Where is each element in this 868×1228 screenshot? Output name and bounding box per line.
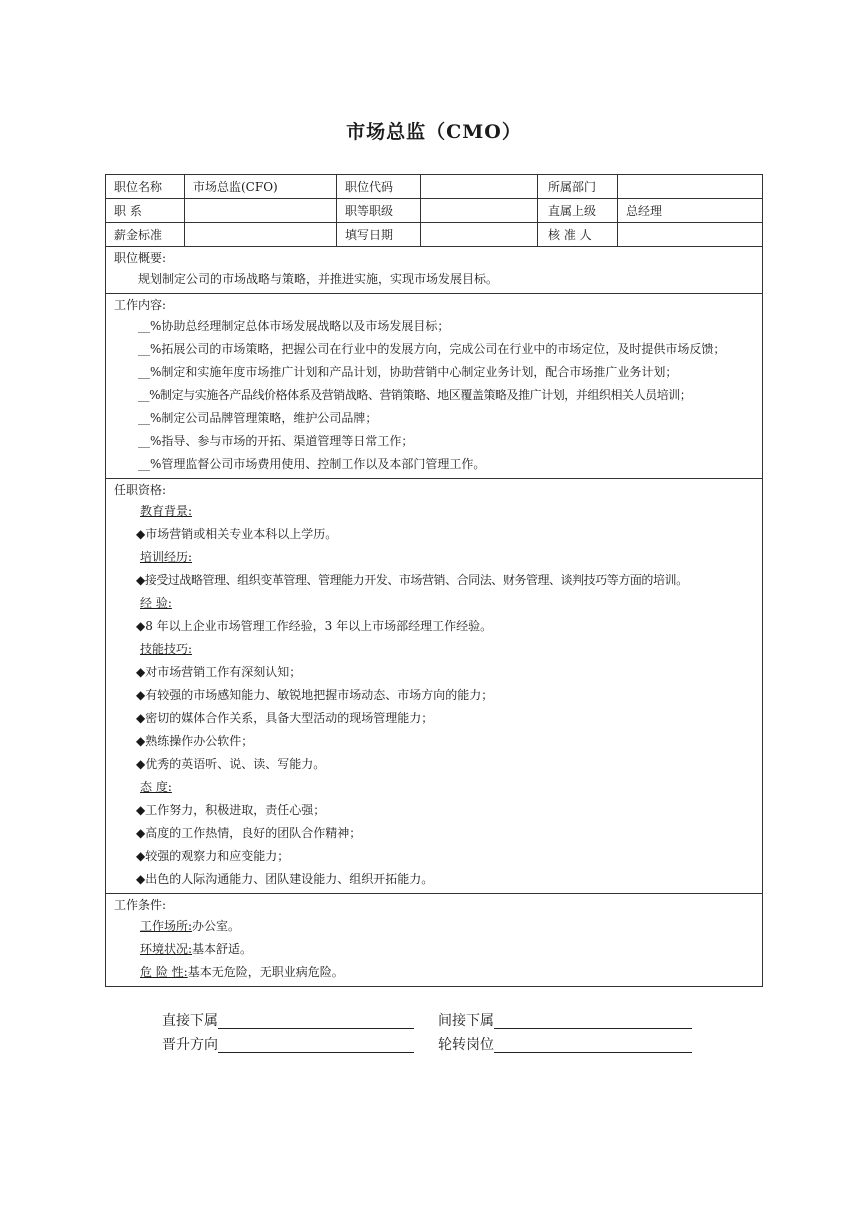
- work-item: __%指导、参与市场的开拓、渠道管理等日常工作；: [138, 434, 414, 448]
- indirect-subordinate-blank: [494, 1012, 692, 1029]
- work-content-row: [106, 294, 763, 479]
- department-value: [618, 175, 763, 199]
- direct-subordinate-blank: [218, 1012, 414, 1029]
- info-row-1: [106, 175, 763, 199]
- work-item: __%管理监督公司市场费用使用、控制工作以及本部门管理工作。: [138, 457, 486, 471]
- date-label: 填写日期: [337, 223, 421, 247]
- grade-label: 职等职级: [337, 199, 421, 223]
- date-value: [421, 223, 538, 247]
- env-label: 环境状况:: [140, 942, 193, 956]
- danger-line: [114, 961, 754, 984]
- promotion-blank: [218, 1036, 414, 1053]
- indirect-subordinate-label: 间接下属: [438, 1013, 494, 1029]
- danger-value: 基本无危险，无职业病危险。: [187, 965, 344, 979]
- attitude-item: ◆出色的人际沟通能力、团队建设能力、组织开拓能力。: [136, 872, 434, 886]
- grade-value: [421, 199, 538, 223]
- skills-label: 技能技巧:: [140, 642, 193, 656]
- duty-label: [106, 199, 185, 223]
- overview-heading: 职位概要:: [114, 251, 167, 265]
- training-item: ◆接受过战略管理、组织变革管理、管理能力开发、市场营销、合同法、财务管理、谈判技巧等方面的培训。: [136, 573, 688, 587]
- qualifications-heading: 任职资格:: [114, 483, 167, 497]
- job-description-table: [105, 174, 763, 987]
- work-item: __%拓展公司的市场策略，把握公司在行业中的发展方向，完成公司在行业中的市场定位，及时提供市场反馈；: [138, 342, 726, 356]
- approver-label-text: 核 准 人: [548, 228, 592, 242]
- info-row-3: [106, 223, 763, 247]
- work-content-heading: 工作内容:: [114, 298, 167, 312]
- skill-item: ◆优秀的英语听、说、读、写能力。: [136, 757, 326, 771]
- department-label: 所属部门: [538, 175, 618, 199]
- attitude-item: ◆高度的工作热情，良好的团队合作精神；: [136, 826, 362, 840]
- skill-item: ◆对市场营销工作有深刻认知；: [136, 665, 302, 679]
- attitude-item: ◆工作努力，积极进取，责任心强；: [136, 803, 326, 817]
- salary-label: 薪金标准: [106, 223, 185, 247]
- work-content-cell: [106, 294, 763, 479]
- work-item: __%制定和实施年度市场推广计划和产品计划，协助营销中心制定业务计划，配合市场推广业务计划；: [138, 365, 678, 379]
- danger-label: 危 险 性:: [140, 965, 188, 979]
- work-item: __%制定公司品牌管理策略，维护公司品牌；: [138, 411, 378, 425]
- place-line: [114, 915, 754, 938]
- attitude-label: 态 度:: [140, 780, 172, 794]
- direct-subordinate-field: [162, 1011, 414, 1031]
- env-value: 基本舒适。: [192, 942, 253, 956]
- education-item: ◆市场营销或相关专业本科以上学历。: [136, 527, 338, 541]
- info-row-2: [106, 199, 763, 223]
- conditions-heading: 工作条件:: [114, 898, 167, 912]
- skill-item: ◆密切的媒体合作关系，具备大型活动的现场管理能力；: [136, 711, 434, 725]
- rotation-label: 轮转岗位: [438, 1037, 494, 1053]
- approver-label: [538, 223, 618, 247]
- env-line: [114, 938, 754, 961]
- position-name-label: 职位名称: [106, 175, 185, 199]
- rotation-field: [438, 1035, 692, 1055]
- experience-item: ◆8 年以上企业市场管理工作经验，3 年以上市场部经理工作经验。: [136, 619, 493, 633]
- conditions-row: [106, 894, 763, 987]
- place-label: 工作场所:: [140, 919, 193, 933]
- document-title: 市场总监（CMO）: [346, 121, 522, 143]
- position-code-label: 职位代码: [337, 175, 421, 199]
- overview-text: 规划制定公司的市场战略与策略，并推进实施，实现市场发展目标。: [138, 272, 499, 286]
- superior-label: 直属上级: [538, 199, 618, 223]
- attitude-item: ◆较强的观察力和应变能力；: [136, 849, 290, 863]
- training-label: 培训经历:: [140, 550, 193, 564]
- duty-label-text: 职 系: [114, 204, 142, 218]
- attitude-label-line: [114, 776, 754, 799]
- skill-item: ◆熟练操作办公软件；: [136, 734, 254, 748]
- promotion-label: 晋升方向: [162, 1037, 218, 1053]
- salary-value: [185, 223, 337, 247]
- experience-label: 经 验:: [140, 596, 172, 610]
- direct-subordinate-label: 直接下属: [162, 1013, 218, 1029]
- work-item: __%协助总经理制定总体市场发展战略以及市场发展目标；: [138, 319, 450, 333]
- rotation-blank: [494, 1036, 692, 1053]
- duty-value: [185, 199, 337, 223]
- conditions-cell: [106, 894, 763, 987]
- skill-item: ◆有较强的市场感知能力、敏锐地把握市场动态、市场方向的能力；: [136, 688, 494, 702]
- work-item: __%制定与实施各产品线价格体系及营销战略、营销策略、地区覆盖策略及推广计划，并组织相关人员培训；: [138, 388, 692, 402]
- footer-line-1: [162, 1011, 692, 1031]
- indirect-subordinate-field: [438, 1011, 692, 1031]
- approver-value: [618, 223, 763, 247]
- footer-line-2: [162, 1035, 692, 1055]
- education-label: 教育背景:: [140, 504, 193, 518]
- promotion-field: [162, 1035, 414, 1055]
- experience-label-line: [114, 592, 754, 615]
- superior-value: 总经理: [618, 199, 763, 223]
- position-name-value: 市场总监(CFO): [185, 175, 337, 199]
- position-code-value: [421, 175, 538, 199]
- qualifications-row: [106, 479, 763, 894]
- overview-row: [106, 247, 763, 294]
- qualifications-cell: [106, 479, 763, 894]
- place-value: 办公室。: [192, 919, 241, 933]
- overview-cell: [106, 247, 763, 294]
